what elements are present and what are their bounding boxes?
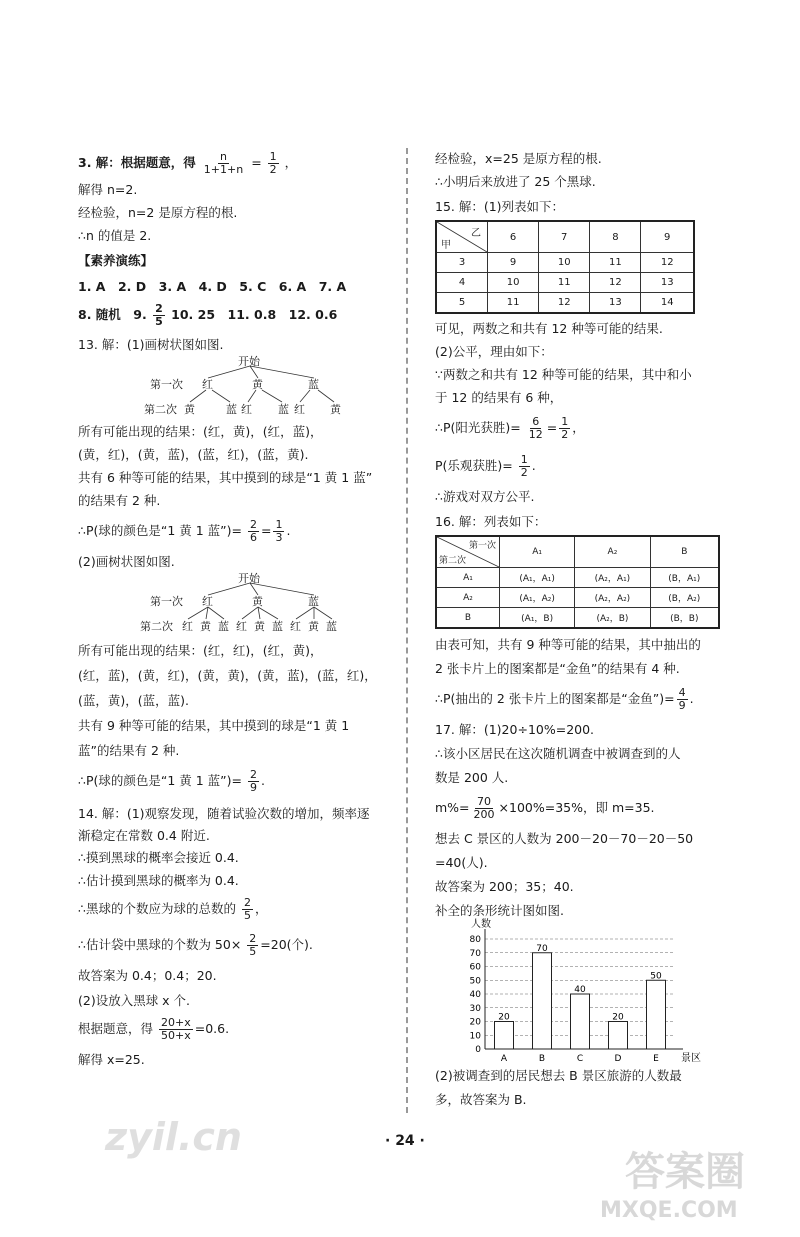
q3-line4: ∴n 的值是 2.: [78, 228, 152, 243]
q13-line8: (红，蓝)，(黄，红)，(黄，黄)，(黄，蓝)，(蓝，红)，: [78, 668, 377, 683]
table-row: 5 11 12 13 14: [436, 293, 694, 314]
q16-prob: ∴P(抽出的 2 张卡片上的图案都是“金鱼”)= $\frac{4}{9}$ .: [435, 686, 694, 712]
x-tick-label: C: [576, 1054, 584, 1064]
q17-line8: 补全的条形统计图如图.: [435, 903, 564, 918]
q15-line1: 15. 解：(1)列表如下：: [435, 199, 565, 214]
r-line2: ∴小明后来放进了 25 个黑球.: [435, 174, 596, 189]
bar-C: [571, 994, 590, 1049]
watermark-text: zyil.cn: [105, 1115, 242, 1159]
q15-prob1: ∴P(阳光获胜)= $\frac{6}{12}$ = $\frac{1}{2}$ ，: [435, 415, 585, 441]
answers-row2: 8. 随机 9. $\frac{2}{5}$ 10. 25 11. 0.8 12. 0.6: [78, 302, 338, 328]
q13-line9: (蓝，黄)，(蓝，蓝).: [78, 693, 189, 708]
bar-A: [495, 1022, 514, 1050]
q16-table: 第一次 第二次 A₁ A₂ B A₁ (A₁，A₁) (A₂，A₁) (B，A₁) A₂ (A₁，A₂) (A₂，A₂) (B，A₂) B (A₁，B) (A₂，B) (B，B): [435, 535, 720, 629]
answers-row1: 1. A 2. D 3. A 4. D 5. C 6. A 7. A: [78, 279, 347, 294]
tree-diagram-2: 开始 第一次 红 黄 蓝 第二次 红 黄 蓝 红 黄 蓝 红 黄 蓝: [78, 573, 400, 635]
bar-value-label: 20: [612, 1012, 624, 1023]
y-tick-label: 30: [469, 1003, 481, 1014]
q17-line5: 想去 C 景区的人数为 200－20－70－20－50: [435, 831, 694, 846]
q17-line9: (2)被调查到的居民想去 B 景区旅游的人数最: [435, 1068, 682, 1083]
q3-line1: 3. 解：根据题意，得 $\frac{n}{1+1+n}$ = $\frac{1}{2}$ ，: [78, 150, 298, 176]
y-tick-label: 80: [469, 935, 481, 945]
q16-corner: 第一次 第二次: [436, 536, 500, 568]
left-column: [78, 150, 400, 1069]
q13-line10: 共有 9 种等可能的结果，其中摸到的球是“1 黄 1: [78, 718, 350, 733]
y-tick-label: 50: [469, 976, 481, 987]
y-tick-label: 60: [469, 962, 481, 973]
table-row: A₁ (A₁，A₁) (A₂，A₁) (B，A₁): [436, 568, 719, 588]
watermark-logo: 答案圈: [625, 1149, 745, 1195]
q17-line7: 故答案为 200；35；40.: [435, 879, 574, 894]
q13-line11: 蓝”的结果有 2 种.: [78, 743, 180, 758]
q15-prob2: P(乐观获胜)= $\frac{1}{2}$ .: [435, 453, 536, 479]
q14-line3: ∴摸到黑球的概率会接近 0.4.: [78, 850, 239, 865]
q16-line2: 由表可知，共有 9 种等可能的结果，其中抽出的: [435, 637, 701, 652]
q13-line3: (黄，红)，(黄，蓝)，(蓝，红)，(蓝，黄).: [78, 447, 309, 462]
right-column: [435, 150, 735, 1109]
q3-line3: 经检验，n=2 是原方程的根.: [78, 205, 238, 220]
q17-line1: 17. 解：(1)20÷10%=200.: [435, 722, 595, 737]
x-axis-label: 景区: [681, 1053, 701, 1064]
bar-E: [647, 980, 666, 1049]
q3-line2: 解得 n=2.: [78, 182, 138, 197]
q13-line7: 所有可能出现的结果：(红，红)，(红，黄)，: [78, 643, 323, 658]
y-tick-label: 0: [475, 1045, 481, 1055]
x-tick-label: B: [538, 1054, 546, 1064]
y-tick-label: 70: [469, 948, 481, 959]
bar-chart: [455, 919, 701, 1064]
q17-line10: 多，故答案为 B.: [435, 1092, 527, 1107]
x-tick-label: D: [614, 1054, 622, 1064]
table-row: B (A₁，B) (A₂，B) (B，B): [436, 608, 719, 629]
q17-line6: =40(人).: [435, 855, 488, 870]
q14-line5: ∴黑球的个数应为球的总数的 $\frac{2}{5}$ ，: [78, 896, 268, 922]
watermark-site: MXQE.COM: [600, 1198, 738, 1223]
q17-line3: 数是 200 人.: [435, 770, 509, 785]
tree1-root: 开始: [238, 355, 260, 368]
page-number: · 24 ·: [385, 1133, 425, 1149]
q15-table: 乙 甲 6 7 8 9 3 9 10 11 12 4 10 11 12 13 5 11 12 13 14: [435, 220, 695, 314]
q14-line9: 根据题意，得 $\frac{20+x}{50+x}$ =0.6.: [78, 1016, 230, 1042]
q14-line4: ∴估计摸到黑球的概率为 0.4.: [78, 873, 239, 888]
q14-line1: 14. 解：(1)观察发现，随着试验次数的增加，频率逐: [78, 806, 370, 821]
q15-corner: 乙 甲: [436, 221, 488, 253]
table-row: 4 10 11 12 13: [436, 273, 694, 293]
q13-line5: 的结果有 2 种.: [78, 493, 161, 508]
q16-line1: 16. 解：列表如下：: [435, 514, 547, 529]
q14-line7: 故答案为 0.4；0.4；20.: [78, 968, 217, 983]
bar-value-label: 40: [574, 985, 586, 995]
table-row: 3 9 10 11 12: [436, 253, 694, 273]
y-tick-label: 40: [469, 990, 481, 1000]
q15-line4: ∵两数之和共有 12 种等可能的结果，其中和小: [435, 367, 692, 382]
tree-diagram-1: 开始 第一次 红 黄 蓝 第二次 黄 蓝 红 蓝 红 黄: [78, 356, 400, 418]
q3-fraction: $\frac{n}{1+1+n}$: [203, 150, 244, 176]
q15-line5: 于 12 的结果有 6 种，: [435, 390, 563, 405]
q13-line6: (2)画树状图如图.: [78, 554, 175, 569]
bar-value-label: 20: [498, 1012, 510, 1023]
q17-line4: m%= $\frac{70}{200}$ ×100%=35%，即 m=35.: [435, 795, 655, 821]
x-tick-label: E: [653, 1054, 659, 1064]
q16-line3: 2 张卡片上的图案都是“金鱼”的结果有 4 种.: [435, 661, 680, 676]
q13-line4: 共有 6 种等可能的结果，其中摸到的球是“1 黄 1 蓝”: [78, 470, 373, 485]
q15-line3: (2)公平，理由如下：: [435, 344, 553, 359]
x-tick-label: A: [500, 1054, 508, 1064]
y-axis-label: 人数: [471, 919, 491, 930]
table-row: A₂ (A₁，A₂) (A₂，A₂) (B，A₂): [436, 588, 719, 608]
bar-value-label: 50: [650, 971, 662, 982]
q14-line10: 解得 x=25.: [78, 1052, 145, 1067]
q13-line1: 13. 解：(1)画树状图如图.: [78, 337, 224, 352]
bar-value-label: 70: [536, 943, 548, 954]
q14-line2: 渐稳定在常数 0.4 附近.: [78, 828, 210, 843]
q15-line6: ∴游戏对双方公平.: [435, 489, 535, 504]
y-tick-label: 10: [469, 1031, 481, 1042]
q14-line8: (2)设放入黑球 x 个.: [78, 993, 191, 1008]
r-line1: 经检验，x=25 是原方程的根.: [435, 151, 602, 166]
bar-B: [533, 953, 552, 1049]
q14-line6: ∴估计袋中黑球的个数为 50× $\frac{2}{5}$ =20(个).: [78, 932, 313, 958]
q15-line2: 可见，两数之和共有 12 种等可能的结果.: [435, 321, 663, 336]
q17-line2: ∴该小区居民在这次随机调查中被调查到的人: [435, 746, 681, 761]
section-heading: 【素养演练】: [78, 253, 154, 268]
column-divider: [406, 148, 408, 1113]
bar-D: [609, 1022, 628, 1050]
tree2-root: 开始: [238, 572, 260, 585]
q13-prob2: ∴P(球的颜色是“1 黄 1 蓝”)= $\frac{2}{9}$ .: [78, 768, 265, 794]
q13-line2: 所有可能出现的结果：(红，黄)，(红，蓝)，: [78, 424, 323, 439]
y-tick-label: 20: [469, 1017, 481, 1028]
q13-prob1: ∴P(球的颜色是“1 黄 1 蓝”)= $\frac{2}{6}$ = $\frac{1}{3}$ .: [78, 518, 291, 544]
